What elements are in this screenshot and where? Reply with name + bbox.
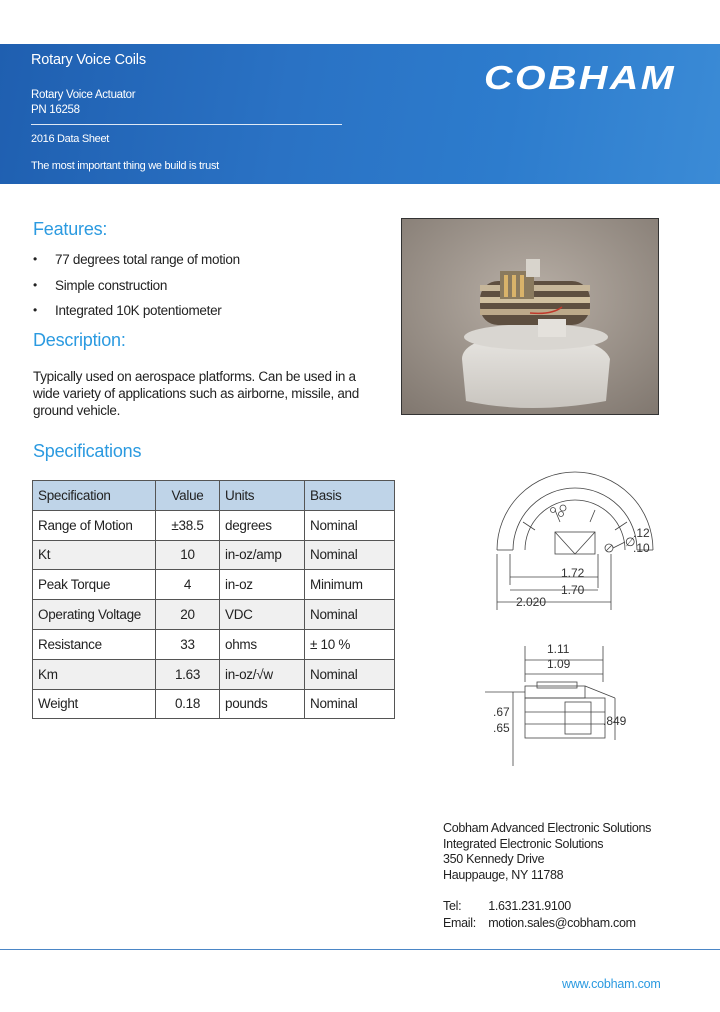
contact-info [443,898,636,931]
column-header: Value [156,481,220,511]
column-header: Basis [305,481,395,511]
table-cell: Km [33,659,156,689]
specifications-table [32,480,395,719]
table-cell: Nominal [305,540,395,570]
dim-label: .65 [493,721,510,735]
street-address: 350 Kennedy Drive [443,852,545,866]
doc-title: Rotary Voice Coils [31,52,146,68]
table-cell: in-oz [220,570,305,600]
email-label: Email: [443,915,476,930]
table-cell: in-oz/√w [220,659,305,689]
tel-label: Tel: [443,899,462,913]
table-cell: Operating Voltage [33,600,156,630]
header-banner [0,44,720,184]
logo-text: COBHAM [484,59,676,96]
tagline: The most important thing we build is trust [31,160,219,172]
list-item: • Integrated 10K potentiometer [33,303,240,329]
table-cell: 1.63 [156,659,220,689]
table-cell: in-oz/amp [220,540,305,570]
top-view-drawing [485,470,665,615]
dim-label: 1.70 [561,583,585,597]
dim-label: .67 [493,705,510,719]
product-name: Rotary Voice Actuator [31,89,136,101]
part-number: PN 16258 [31,104,80,116]
table-cell: Weight [33,689,156,719]
dim-label: .849 [603,714,627,728]
table-cell: VDC [220,600,305,630]
dim-label: 1.11 [547,642,570,656]
list-item: • Simple construction [33,278,240,304]
column-header: Units [220,481,305,511]
table-cell: ±38.5 [156,510,220,540]
table-row [33,659,395,689]
table-row [33,540,395,570]
email-address[interactable]: motion.sales@cobham.com [488,915,636,930]
website-link[interactable]: www.cobham.com [562,977,661,991]
table-header-row [33,481,395,511]
table-cell: ± 10 % [305,629,395,659]
city-state-zip: Hauppauge, NY 11788 [443,867,564,882]
table-cell: Peak Torque [33,570,156,600]
table-cell: ohms [220,629,305,659]
company-name: Cobham Advanced Electronic Solutions [443,821,652,835]
company-address [443,821,651,883]
diameter-symbol: ∅ [625,535,636,549]
table-cell: Nominal [305,600,395,630]
header-divider [31,124,342,125]
table-row [33,689,395,719]
table-cell: degrees [220,510,305,540]
column-header: Specification [33,481,156,511]
dim-label: 2.020 [516,595,547,609]
table-cell: Kt [33,540,156,570]
table-cell: Minimum [305,570,395,600]
product-photo [401,218,659,415]
table-cell: 10 [156,540,220,570]
specifications-heading: Specifications [33,441,142,461]
footer-divider [0,949,720,950]
table-cell: pounds [220,689,305,719]
table-cell: 20 [156,600,220,630]
list-item: • 77 degrees total range of motion [33,252,240,278]
table-row [33,570,395,600]
doc-type: 2016 Data Sheet [31,133,110,145]
cobham-logo [484,58,678,96]
division-name: Integrated Electronic Solutions [443,836,604,851]
table-cell: Nominal [305,689,395,719]
features-heading: Features: [33,219,108,239]
dim-label: .10 [633,541,650,555]
features-list [33,252,240,329]
table-cell: 4 [156,570,220,600]
table-cell: Nominal [305,510,395,540]
table-cell: Resistance [33,629,156,659]
side-view-drawing [485,636,665,772]
table-cell: 33 [156,629,220,659]
description-text: Typically used on aerospace platforms. Can be used in a wide variety of applications such as airborne, missile, and ground vehicle. [33,369,359,418]
dim-label: .12 [633,526,650,540]
dim-label: 1.72 [561,566,585,580]
table-row [33,600,395,630]
table-cell: 0.18 [156,689,220,719]
table-row [33,510,395,540]
table-cell: Range of Motion [33,510,156,540]
table-cell: Nominal [305,659,395,689]
table-row [33,629,395,659]
phone-number: 1.631.231.9100 [488,899,571,913]
description-heading: Description: [33,330,126,350]
dim-label: 1.09 [547,657,571,671]
